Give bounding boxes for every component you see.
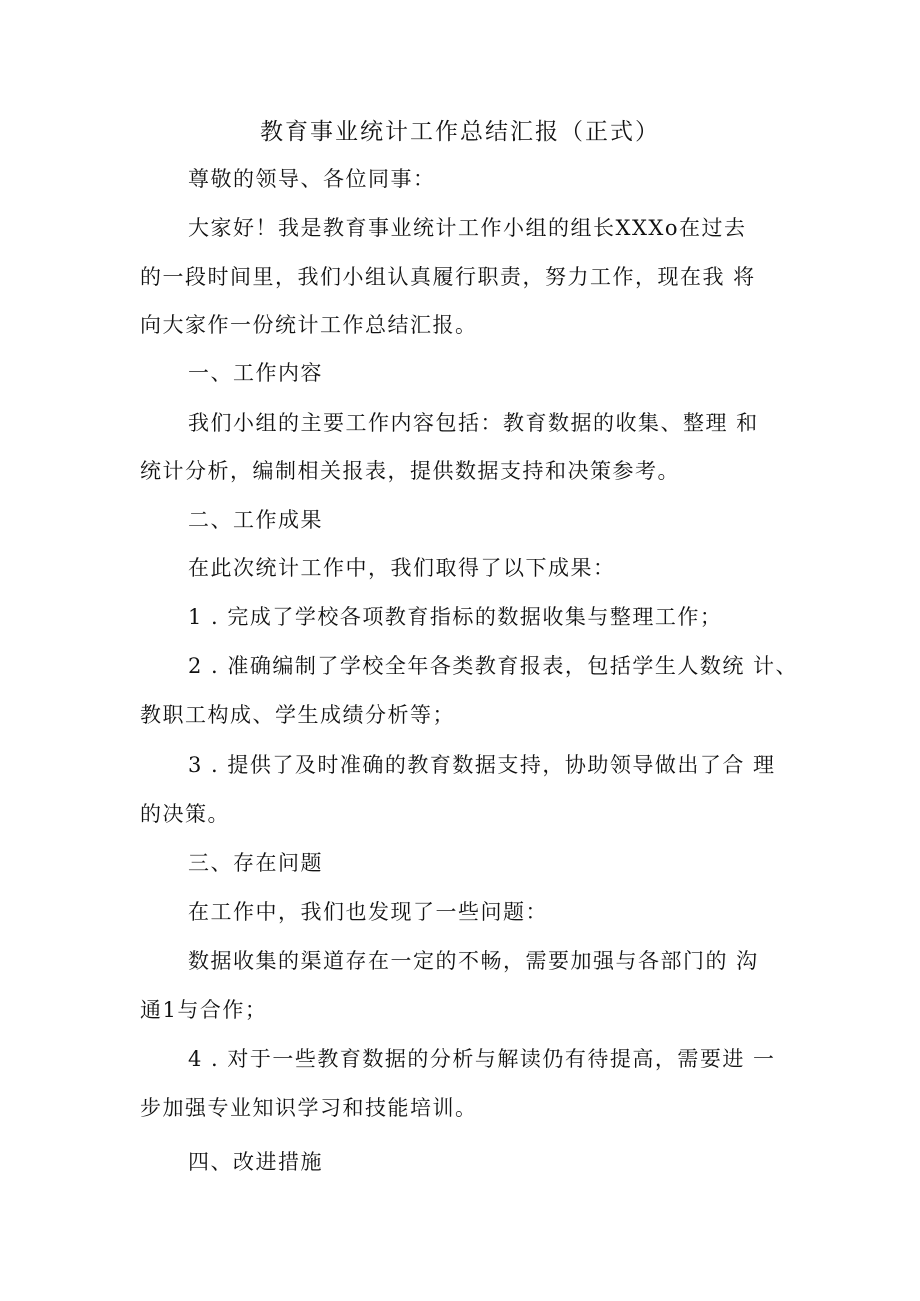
paragraph-line: 步加强专业知识学习和技能培训。 (140, 1096, 478, 1120)
paragraph-line: 统计分析，编制相关报表，提供数据支持和决策参考。 (140, 459, 680, 483)
document-title: 教育事业统计工作总结汇报（正式） (260, 119, 660, 145)
list-item-line: 4 . 对于一些教育数据的分析与解读仍有待提高，需要进 一 (188, 1047, 776, 1071)
section-heading: 四、改进措施 (188, 1150, 323, 1174)
paragraph-line: 通1与合作； (140, 998, 268, 1022)
paragraph-line: 我们小组的主要工作内容包括：教育数据的收集、整理 和 (188, 411, 759, 435)
section-heading: 一、工作内容 (188, 361, 323, 385)
list-item-line: 3 . 提供了及时准确的教育数据支持，协助领导做出了合 理 (188, 753, 776, 777)
paragraph-line: 的决策。 (140, 802, 230, 826)
paragraph-line: 在此次统计工作中，我们取得了以下成果： (188, 556, 616, 580)
paragraph-line: 教职工构成、学生成绩分析等； (140, 703, 455, 727)
list-item-line: 1 . 完成了学校各项教育指标的数据收集与整理工作； (188, 605, 723, 629)
section-heading: 三、存在问题 (188, 851, 323, 875)
paragraph-line: 的一段时间里，我们小组认真履行职责，努力工作，现在我 将 (140, 265, 756, 289)
paragraph-line: 在工作中，我们也发现了一些问题： (188, 900, 548, 924)
greeting-line: 尊敬的领导、各位同事： (188, 167, 436, 191)
paragraph-line: 大家好！我是教育事业统计工作小组的组长XXXo在过去 (188, 216, 747, 240)
list-item-line: 2 . 准确编制了学校全年各类教育报表，包括学生人数统 计、 (188, 654, 799, 678)
section-heading: 二、工作成果 (188, 508, 323, 532)
paragraph-line: 数据收集的渠道存在一定的不畅，需要加强与各部门的 沟 (188, 949, 759, 973)
paragraph-line: 向大家作一份统计工作总结汇报。 (140, 313, 478, 337)
